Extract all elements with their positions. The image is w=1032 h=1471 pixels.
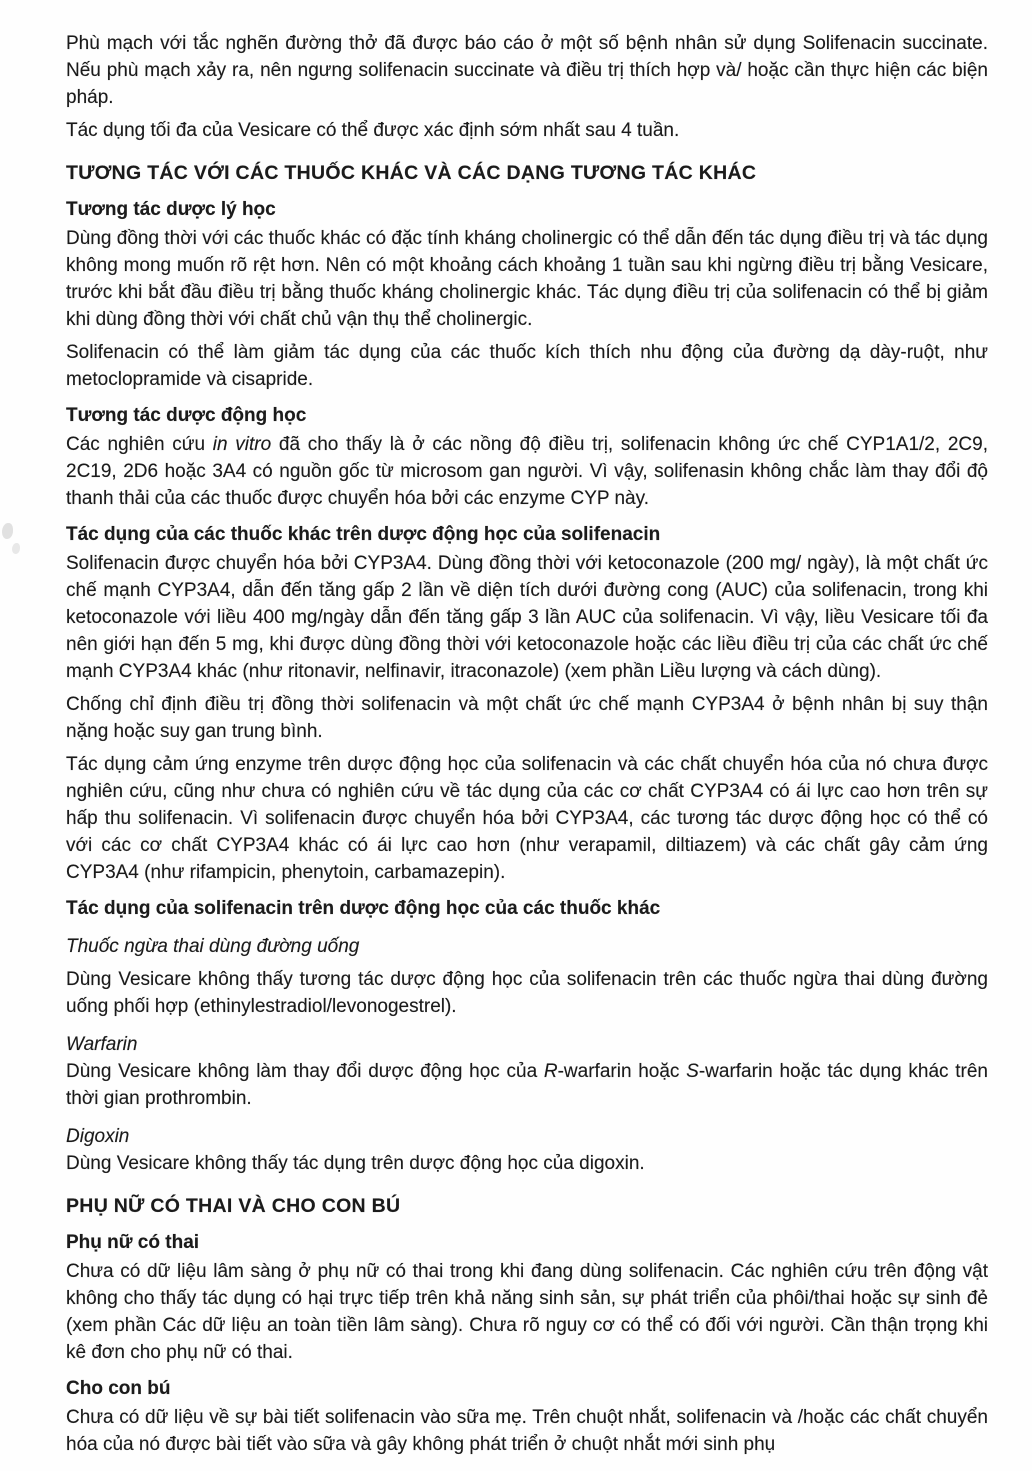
subsection-heading: Cho con bú [66,1378,171,1399]
paragraph: Solifenacin được chuyển hóa bởi CYP3A4. Dùng đồng thời với ketoconazole (200 mg/ ngày), là một chất ức chế mạnh CYP3A4, dẫn đến tăng gấp 2 lần về diện tích dưới đường cong (AUC) của solifenacin, trong khi ketoconazole với liều 400 mg/ngày dẫn đến tăng gấp 3 lần AUC của solifenacin. Vì vậy, liều Vesicare tối đa nên giới hạn đến 5 mg, khi được dùng đồng thời với ketoconazole hoặc các liều điều trị của các chất ức chế mạnh CYP3A4 khác (như ritonavir, nelfinavir, itraconazole) (xem phần Liều lượng và cách dùng). [66,553,988,682]
italic-subheading: Digoxin [66,1126,130,1147]
paragraph: Chống chỉ định điều trị đồng thời solifenacin và một chất ức chế mạnh CYP3A4 ở bệnh nhân bị suy thận nặng hoặc suy gan trung bình. [66,694,988,742]
paragraph: Tác dụng tối đa của Vesicare có thể được xác định sớm nhất sau 4 tuần. [66,120,680,141]
section-heading: PHỤ NỮ CÓ THAI VÀ CHO CON BÚ [66,1195,401,1217]
italic-subheading: Thuốc ngừa thai dùng đường uống [66,936,360,957]
paragraph [66,431,988,512]
subsection-heading: Tác dụng của solifenacin trên dược động học của các thuốc khác [66,898,661,919]
paragraph: Chưa có dữ liệu lâm sàng ở phụ nữ có thai trong khi đang dùng solifenacin. Các nghiên cứu trên động vật không cho thấy tác dụng có hại trực tiếp trên khả năng sinh sản, sự phát triển của phôi/thai hoặc sự sinh đẻ (xem phần Các dữ liệu an toàn tiền lâm sàng). Chưa rõ nguy cơ có thể có đối với người. Cần thận trọng khi kê đơn cho phụ nữ có thai. [66,1261,988,1363]
paragraph: Dùng Vesicare không thấy tương tác dược động học của solifenacin trên các thuốc ngừa thai dùng đường uống phối hợp (ethinylestradiol/levonogestrel). [66,969,988,1017]
paragraph: Phù mạch với tắc nghẽn đường thở đã được báo cáo ở một số bệnh nhân sử dụng Solifenacin succinate. Nếu phù mạch xảy ra, nên ngưng solifenacin succinate và điều trị thích hợp và/ hoặc cần thực hiện các biện pháp. [66,33,988,108]
text-run: Các nghiên cứu [66,434,213,455]
scan-artifact [2,523,13,539]
text-run: đã cho thấy là ở các nồng độ điều trị, solifenacin không ức chế CYP1A1/2, 2C9, 2C19, 2D6 hoặc 3A4 có nguồn gốc từ microsom gan người. Vì vậy, solifenasin không chắc làm thay đổi độ thanh thải của các thuốc được chuyển hóa bởi các enzyme CYP này. [66,434,988,509]
paragraph: Chưa có dữ liệu về sự bài tiết solifenacin vào sữa mẹ. Trên chuột nhắt, solifenacin và /hoặc các chất chuyển hóa của nó được bài tiết vào sữa và gây không phát triển ở chuột nhắt mới sinh phụ [66,1407,988,1455]
text-run: Dùng Vesicare không làm thay đổi dược động học của [66,1061,544,1082]
text-run: -warfarin hoặc tác dụng khác trên thời gian prothrombin. [66,1061,988,1109]
subsection-heading: Tương tác dược lý học [66,199,276,220]
subsection-heading: Tương tác dược động học [66,405,307,426]
italic-subheading: Warfarin [66,1034,138,1055]
section-heading: TƯƠNG TÁC VỚI CÁC THUỐC KHÁC VÀ CÁC DẠNG TƯƠNG TÁC KHÁC [66,162,757,184]
paragraph: Solifenacin có thể làm giảm tác dụng của các thuốc kích thích nhu động của đường dạ dày-ruột, như metoclopramide và cisapride. [66,342,988,390]
subsection-heading: Tác dụng của các thuốc khác trên dược động học của solifenacin [66,524,661,545]
text-run: -warfarin hoặc [557,1061,687,1082]
subsection-heading: Phụ nữ có thai [66,1232,200,1253]
document-content [66,30,988,1464]
scan-artifact [12,543,20,554]
italic-term: S [686,1061,699,1082]
paragraph [66,1058,988,1112]
paragraph: Dùng đồng thời với các thuốc khác có đặc tính kháng cholinergic có thể dẫn đến tác dụng điều trị và tác dụng không mong muốn rõ rệt hơn. Nên có một khoảng cách khoảng 1 tuần sau khi ngừng điều trị bằng Vesicare, trước khi bắt đầu điều trị bằng thuốc kháng cholinergic khác. Tác dụng điều trị của solifenacin có thể bị giảm khi dùng đồng thời với chất chủ vận thụ thể cholinergic. [66,228,988,330]
paragraph: Dùng Vesicare không thấy tác dụng trên dược động học của digoxin. [66,1153,645,1174]
italic-term: R [543,1061,558,1082]
italic-term: in vitro [212,434,272,455]
paragraph: Tác dụng cảm ứng enzyme trên dược động học của solifenacin và các chất chuyển hóa của nó chưa được nghiên cứu, cũng như chưa có nghiên cứu về tác dụng của các cơ chất CYP3A4 có ái lực cao hơn trên sự hấp thu solifenacin. Vì solifenacin được chuyển hóa bởi CYP3A4, các tương tác dược động học có thể có với các cơ chất CYP3A4 khác có ái lực cao hơn (như verapamil, diltiazem) và các chất gây cảm ứng CYP3A4 (như rifampicin, phenytoin, carbamazepin). [66,754,988,883]
